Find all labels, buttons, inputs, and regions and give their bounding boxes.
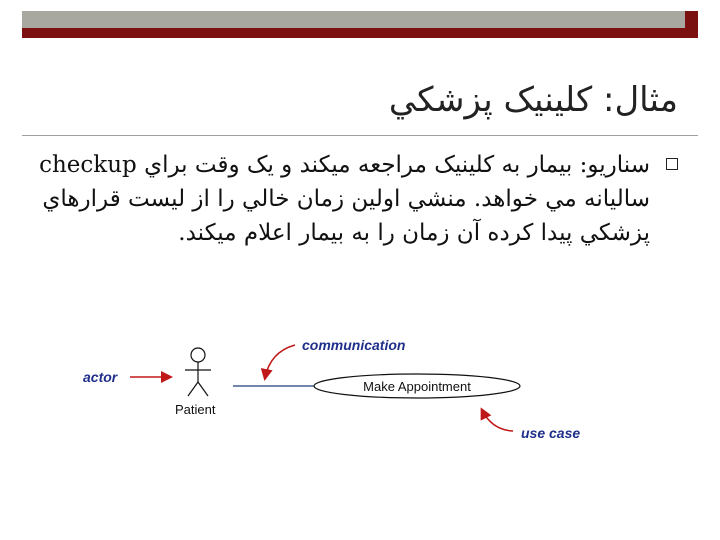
title-divider xyxy=(22,135,698,136)
actor-stick-figure-icon xyxy=(185,348,211,396)
actor-callout-label: actor xyxy=(83,369,118,385)
bullet-square-icon xyxy=(666,158,678,170)
communication-callout-arrow xyxy=(265,345,295,378)
header-band-dark xyxy=(22,28,685,38)
header-accent xyxy=(685,11,698,38)
communication-callout-label: communication xyxy=(302,337,406,353)
use-case-callout-arrow xyxy=(482,410,513,431)
header-band xyxy=(22,11,685,28)
use-case-diagram xyxy=(80,330,640,450)
slide-title: مثال: کلينيک پزشکي xyxy=(388,80,678,120)
actor-name: Patient xyxy=(175,402,216,417)
use-case-name: Make Appointment xyxy=(363,379,471,394)
bullet-text: سناريو: بيمار به کلينيک مراجعه ميکند و يک وقت براي checkup ساليانه مي خواهد. منشي اولين زمان خالي را از ليست قرارهاي پزشکي پيدا کرده آن زمان را به بيمار اعلام ميکند. xyxy=(39,152,650,246)
use-case-callout-label: use case xyxy=(521,425,581,441)
